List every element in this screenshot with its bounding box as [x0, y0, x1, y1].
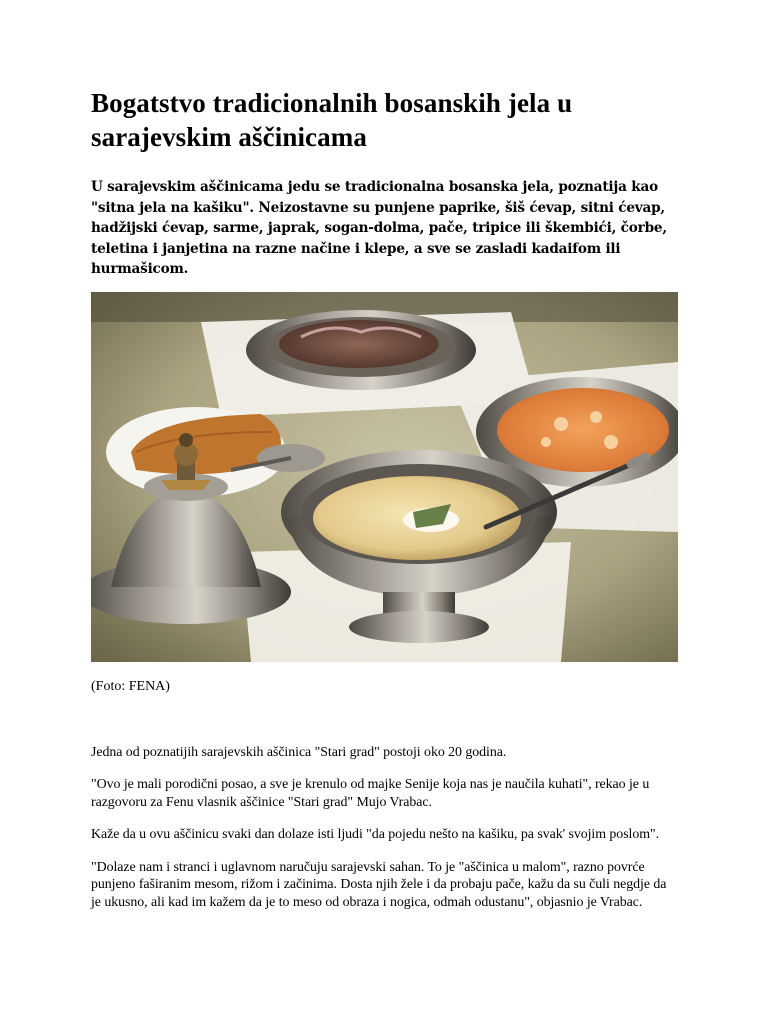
article-body — [91, 744, 678, 912]
article-lead: U sarajevskim aščinicama jedu se tradicionalna bosanska jela, poznatija kao "sitna jela na kašiku". Neizostavne su punjene paprike, šiš ćevap, sitni ćevap, hadžijski ćevap, sarme, japrak, sogan-dolma, pače, tripice ili škembići, čorbe, teletina i janjetina na razne načine i klepe, a sve se zasladi kadaifom ili hurmašicom. — [91, 179, 667, 277]
article-title: Bogatstvo tradicionalnih bosanskih jela u sarajevskim aščinicama — [91, 88, 573, 152]
body-paragraph-1: Jedna od poznatijih sarajevskih aščinica "Stari grad" postoji oko 20 godina. — [91, 744, 507, 760]
body-paragraph-2: "Ovo je mali porodični posao, a sve je krenulo od majke Senije koja nas je naučila kuhati", rekao je u razgovoru za Fenu vlasnik aščinice "Stari grad" Mujo Vrabac. — [91, 777, 650, 810]
food-photo — [91, 292, 678, 662]
body-paragraph-4: "Dolaze nam i stranci i uglavnom naručuju sarajevski sahan. To je "aščinica u malom", razno povrće punjeno faširanim mesom, rižom i začinima. Dosta njih žele i da probaju pače, kažu da su čuli negdje da je ukusno, ali kad im kažem da je to meso od obraza i nogica, odmah odustanu", objasnio je Vrabac. — [91, 859, 667, 910]
photo-caption: (Foto: FENA) — [91, 678, 170, 694]
body-paragraph-3: Kaže da u ovu aščinicu svaki dan dolaze isti ljudi "da pojedu nešto na kašiku, pa svak' svojim poslom". — [91, 827, 660, 842]
